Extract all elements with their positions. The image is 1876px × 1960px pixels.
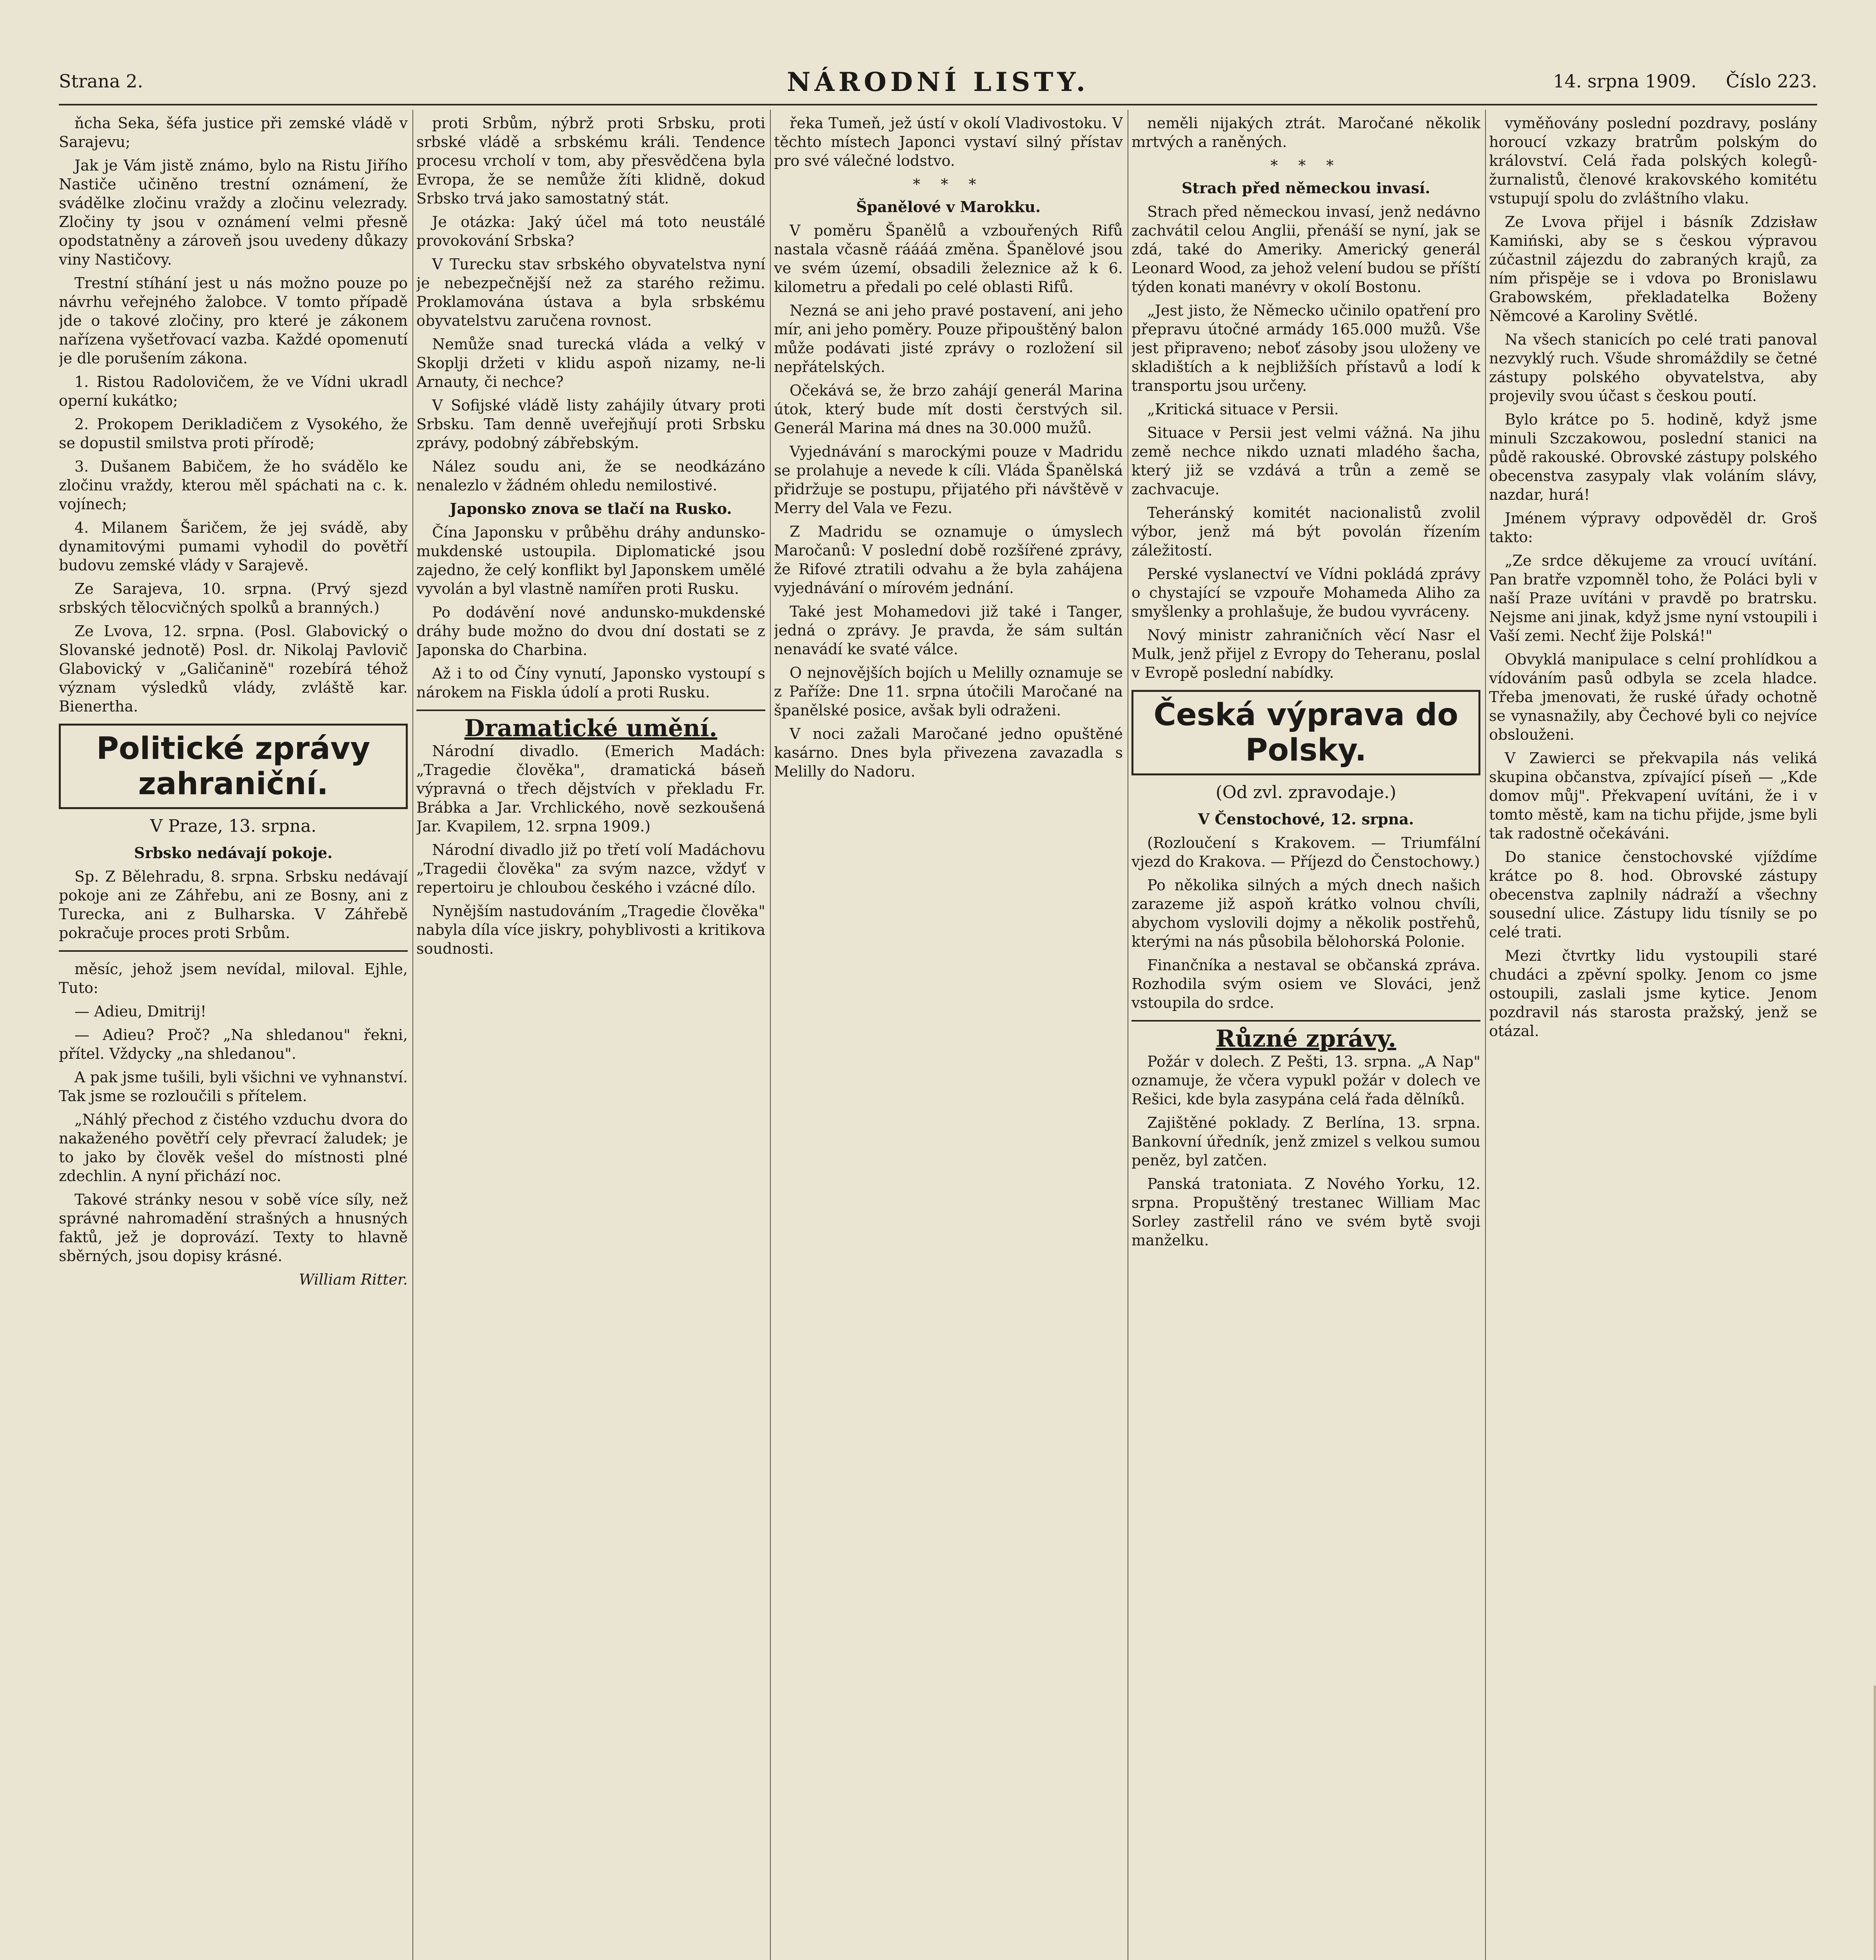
article-paragraph: Požár v dolech. Z Pešti, 13. srpna. „A Nap" oznamuje, že včera vypukl požár v dolech ve Rešici, kde byla zasypána celá řada dělníků. (1131, 1053, 1480, 1108)
article-paragraph: Trestní stíhání jest u nás možno pouze po návrhu veřejného žalobce. V tomto případě jde o takové zločiny, pro které je zákonem nařízena vyšetřovací vazba. Každé opomenutí je dle porušením zákona. (59, 274, 408, 367)
article-paragraph: Ze Sarajeva, 10. srpna. (Prvý sjezd srbských tělocvičných spolků a branných.) (59, 580, 408, 616)
article-paragraph: Z Madridu se oznamuje o úmyslech Maročanů: V poslední době rozšířené zprávy, že Rifové ztratili odvahu a že byla zahájena vyjednávání o mírovém jednání. (774, 523, 1123, 597)
article-paragraph: Sp. Z Bělehradu, 8. srpna. Srbsku nedávají pokoje ani ze Záhřebu, ani ze Bosny, ani z Turecka, ani z Bulharska. V Záhřebě pokračuje proces proti Srbům. (59, 868, 408, 942)
article-paragraph: Po dodávění nové andunsko-mukdenské dráhy bude možno do dvou dní dostati se z Japonska do Charbina. (416, 604, 765, 659)
article-paragraph: V Sofijské vládě listy zahájily útvary proti Srbsku. Tam denně uveřejňují proti Srbsku zprávy, podobný zábřebským. (416, 397, 765, 452)
article-heading: Strach před německou invasí. (1182, 179, 1430, 197)
page-edge-stain (1874, 1686, 1876, 1960)
article-paragraph: Národní divadlo. (Emerich Madách: „Tragedie člověka", dramatická báseň výpravná o třech dějstvích v překladu Fr. Brábka a Jar. Vrchlického, nově sezkoušená Jar. Kvapilem, 12. srpna 1909.) (416, 742, 765, 835)
column-1 (59, 114, 408, 1960)
issue-number: Číslo 223. (1726, 71, 1817, 92)
column-divider (1485, 110, 1486, 1960)
article-paragraph: Finančníka a nestaval se občanská zpráva. Rozhodila svým osiem ve Slováci, jenž vstoupila do srdce. (1131, 956, 1480, 1011)
masthead-rule (59, 104, 1817, 105)
article-paragraph: V poměru Španělů a vzbouřených Rifů nastala včasně ráááá změna. Španělové jsou ve svém území, obsadili železnice až k 6. kilometru a předali po celé oblasti Rifů. (774, 222, 1123, 296)
section-box-heading: Česká výprava do Polsky. (1131, 690, 1480, 775)
article-paragraph: Nezná se ani jeho pravé postavení, ani jeho mír, ani jeho poměry. Pouze připouštěný balon může podávati jisté zprávy o rozložení sil nepřátelských. (774, 302, 1123, 376)
article-heading: Španělové v Marokku. (856, 198, 1041, 216)
article-paragraph: V Turecku stav srbského obyvatelstva nyní je nebezpečnější než za starého režimu. Proklamována ústava a byla srbskému obyvatelstvu zaručena rovnost. (416, 256, 765, 329)
column-divider (770, 110, 771, 1960)
section-title: Dramatické umění. (464, 715, 717, 742)
article-paragraph: 1. Ristou Radolovičem, že ve Vídni ukradl operní kukátko; (59, 373, 408, 409)
article-paragraph: Nemůže snad turecká vláda a velký v Skoplji držeti v klidu aspoň nizamy, ne-li Arnauty, či nechce? (416, 336, 765, 390)
article-paragraph: Očekává se, že brzo zahájí generál Marina útok, který bude mít dosti čerstvých sil. Generál Marina má dnes na 30.000 mužů. (774, 382, 1123, 437)
article-paragraph: Perské vyslanectví ve Vídni pokládá zprávy o chystající se vzpouře Mohameda Aliho za smyšlenky a prohlašuje, že budou vyvráceny. (1131, 565, 1480, 620)
section-title: Různé zprávy. (1215, 1025, 1397, 1053)
article-paragraph: 4. Milanem Šaričem, že jej svádě, aby dynamitovými pumami vyhodil do povětří budovu zemské vlády v Sarajevě. (59, 519, 408, 574)
issue-info (1553, 71, 1817, 92)
article-paragraph: 3. Dušanem Babičem, že ho svádělo ke zločinu vraždy, kterou měl spáchati na c. k. vojínech; (59, 458, 408, 513)
article-paragraph: Čína Japonsku v průběhu dráhy andunsko-mukdenské ustoupila. Diplomatické jsou zajedno, že celý konflikt byl Japonskem umělé vyvolán a byl vlastně namířen proti Rusku. (416, 524, 765, 597)
article-paragraph: O nejnovějších bojích u Melilly oznamuje se z Paříže: Dne 11. srpna útočili Maročané na španělské posice, avšak byli odraženi. (774, 664, 1123, 719)
article-paragraph: Až i to od Číny vynutí, Japonsko vystoupí s nárokem na Fiskla údolí a proti Rusku. (416, 665, 765, 701)
column-5 (1489, 114, 1817, 1960)
article-paragraph: Takové stránky nesou v sobě více síly, než správné nahromadění strašných a hnusných faktů, jež je doprovází. Texty to hlavně sběrných, jsou dopisy krásné. (59, 1191, 408, 1265)
section-separator (1131, 1020, 1480, 1022)
article-paragraph: Na všech stanicích po celé trati panoval nezvyklý ruch. Všude shromáždily se četné zástupy polského obyvatelstva, aby projevily svou účast s českou poutí. (1489, 331, 1817, 405)
article-paragraph: Obvyklá manipulace s celní prohlídkou a vídováním pasů odbyla se zcela hladce. Třeba jmenovati, že ruské úřady ochotně se vynasnažily, aby Čechové byli co nejvíce obslouženi. (1489, 651, 1817, 743)
article-heading: Srbsko nedávají pokoje. (134, 844, 333, 862)
article-paragraph: „Náhlý přechod z čistého vzduchu dvora do nakaženého povětří cely převrací žaludek; je to jako by člověk vešel do místnosti plné zdechlin. A nyní přichází noc. (59, 1111, 408, 1185)
article-paragraph: — Adieu, Dmitrij! (74, 1003, 207, 1020)
section-stars: * * * (913, 176, 984, 193)
article-signature: William Ritter. (299, 1271, 408, 1288)
article-paragraph: V Zawierci se překvapila nás veliká skupina občanstva, zpívající píseň — „Kde domov můj". Překvapení uvítáni, že i v tomto městě, kam na tichu přijde, jsme byli tak radostně očekáváni. (1489, 750, 1817, 842)
article-paragraph: „Jest jisto, že Německo učinilo opatření pro přepravu útočné armády 165.000 mužů. Vše jest připraveno; neboť zásoby jsou uloženy ve skladištích a k nejbližších přístavů a lodí k transportu jsou určeny. (1131, 302, 1480, 394)
article-paragraph: V noci zažali Maročané jedno opuštěné kasárno. Dnes byla přivezena zavazadla s Melilly do Nadoru. (774, 725, 1123, 780)
section-box-heading: Politické zprávy zahraniční. (59, 724, 408, 809)
article-paragraph: Také jest Mohamedovi již také i Tanger, jedná o zprávy. Je pravda, že sám sultán nenavádí ke svaté válce. (774, 603, 1123, 658)
article-paragraph: Situace v Persii jest velmi vážná. Na jihu země nechce nikdo uznati mladého šacha, který již se vzdává a trůn a země se zachvacuje. (1131, 424, 1480, 498)
column-4 (1131, 114, 1480, 1960)
article-paragraph: „Ze srdce děkujeme za vroucí uvítání. Pan bratře vzpomněl toho, že Poláci byli v naší Praze uvítáni v pravdě po bratrsku. Nejsme ani jinak, když jsme nyní vstoupili i Vaší zemi. Nechť žije Polská!" (1489, 552, 1817, 644)
section-separator (59, 950, 408, 952)
article-paragraph: proti Srbům, nýbrž proti Srbsku, proti srbské vládě a srbskému králi. Tendence procesu vrcholí v tom, aby přesvědčena byla Evropa, že se nemůže žíti klidně, dokud Srbsko trvá jako samostatný stát. (416, 114, 765, 207)
article-paragraph: Do stanice čenstochovské vjíždíme krátce po 8. hod. Obrovské zástupy obecenstva zaplnily nádraží a všechny sousední ulice. Zástupy lidu tísnily se po celé trati. (1489, 848, 1817, 941)
article-paragraph: Mezi čtvrtky lidu vystoupili staré chudáci a zpěvní spolky. Jenom co jsme ostoupili, zaslali jsme kytice. Jenom pozdravil nás starosta pražský, jenž se otázal. (1489, 947, 1817, 1040)
issue-date: 14. srpna 1909. (1553, 71, 1697, 92)
article-paragraph: — Adieu? Proč? „Na shledanou" řekni, přítel. Vždycky „na shledanou". (59, 1026, 408, 1062)
article-paragraph: Panská tratoniata. Z Nového Yorku, 12. srpna. Propuštěný trestanec William Mac Sorley zastřelil ráno ve svém bytě svoji manželku. (1131, 1175, 1480, 1249)
section-stars: * * * (1270, 157, 1342, 174)
article-paragraph: Po několika silných a mých dnech našich zarazeme již aspoň krátko volnou chvíli, abychom vyslovili dojmy a několik postřehů, kterými na nás působila bělohorská Polonie. (1131, 877, 1480, 950)
article-paragraph: Národní divadlo již po třetí volí Madáchovu „Tragedii člověka" za svým nazce, vždyť v repertoiru je chloubou českého i vzácné dílo. (416, 841, 765, 896)
column-3 (774, 114, 1123, 1960)
article-paragraph: Nynějším nastudováním „Tragedie člověka" nabyla díla více jiskry, pohyblivosti a kritikova soudnosti. (416, 902, 765, 957)
article-paragraph: řeka Tumeň, jež ústí v okolí Vladivostoku. V těchto místech Japonci vystaví silný přístav pro své válečné lodstvo. (774, 114, 1123, 169)
article-paragraph: Zajištěné poklady. Z Berlína, 13. srpna. Bankovní úředník, jenž zmizel s velkou sumou peněz, byl zatčen. (1131, 1114, 1480, 1169)
masthead (59, 59, 1817, 102)
article-paragraph: A pak jsme tušili, byli všichni ve vyhnanství. Tak jsme se rozloučili s přítelem. (59, 1069, 408, 1105)
column-2 (416, 114, 765, 1960)
article-paragraph: Ze Lvova přijel i básník Zdzisław Kamiński, aby se s českou výpravou zúčastnil zájezdu do zabraných krajů, za ním přispěje se i vdova po Bronislawu Grabowském, překladatelka Boženy Němcové a Karoliny Světlé. (1489, 213, 1817, 325)
article-heading: V Čenstochové, 12. srpna. (1198, 810, 1414, 828)
article-paragraph: 2. Prokopem Derikladičem z Vysokého, že se dopustil smilstva proti přírodě; (59, 416, 408, 452)
column-divider (412, 110, 413, 1960)
article-paragraph: Jak je Vám jistě známo, bylo na Ristu Jiřího Nastiče učiněno trestní oznámení, že svádělke zločinu vraždy a zločinu velezrady. Zločiny ty jsou v oznámení velmi přesně opodstatněny a zároveň jsou uvedeny důkazy viny Nastičovy. (59, 157, 408, 268)
article-paragraph: Nález soudu ani, že se neodkázáno nenalezlo v žádném ohledu nemilostivé. (416, 458, 765, 494)
article-paragraph: měsíc, jehož jsem nevídal, miloval. Ejhle, Tuto: (59, 960, 408, 996)
page-number: Strana 2. (59, 71, 143, 92)
article-paragraph: Bylo krátce po 5. hodině, když jsme minuli Szczakowou, poslední stanici na půdě rakouské. Obrovské zástupy polského obecenstva zasypaly vlak voláním slávy, nazdar, hurá! (1489, 411, 1817, 503)
newspaper-title: NÁRODNÍ LISTY. (787, 67, 1089, 97)
section-separator (416, 710, 765, 711)
article-paragraph: neměli nijakých ztrát. Maročané několik mrtvých a raněných. (1131, 114, 1480, 151)
section-subheading: (Od zvl. zpravodaje.) (1215, 782, 1397, 802)
article-paragraph: (Rozloučení s Krakovem. — Triumfální vjezd do Krakova. — Příjezd do Čenstochowy.) (1131, 834, 1480, 870)
article-paragraph: Nový ministr zahraničních věcí Nasr el Mulk, jenž přijel z Evropy do Teheranu, poslal v Evropě poslední nabídky. (1131, 626, 1480, 681)
article-paragraph: Je otázka: Jaký účel má toto neustálé provokování Srbska? (416, 213, 765, 249)
section-subheading: V Praze, 13. srpna. (150, 816, 317, 836)
article-paragraph: Ze Lvova, 12. srpna. (Posl. Glabovický o Slovanské jednotě) Posl. dr. Nikolaj Pavlovič Glabovický v „Galičanině" rozebírá téhož význam výsledků vlády, zvláště kar. Bienertha. (59, 622, 408, 715)
article-paragraph: Teheránský komitét nacionalistů zvolil výbor, jenž má být povolán řízením záležitostí. (1131, 504, 1480, 559)
article-paragraph: Jménem výpravy odpověděl dr. Groš takto: (1489, 510, 1817, 546)
article-paragraph: Strach před německou invasí, jenž nedávno zachvátil celou Anglii, přenáší se nyní, jak se zdá, také do Ameriky. Americký generál Leonard Wood, za jehož velení budou se příští týden konati manévry v okolí Bostonu. (1131, 203, 1480, 296)
article-paragraph: Vyjednávání s marockými pouze v Madridu se prolahuje a nevede k cíli. Vláda Španělská přidržuje se postupu, přijatého při návštěvě v Merry del Vala ve Fezu. (774, 443, 1123, 517)
article-paragraph: „Kritická situace v Persii. (1147, 401, 1339, 418)
article-paragraph: vyměňovány poslední pozdravy, poslány horoucí vzkazy bratrům polským do království. Celá řada polských kolegů-žurnalistů, členové krakovského komitétu vstupují spolu do zvláštního vlaku. (1489, 114, 1817, 207)
article-heading: Japonsko znova se tlačí na Rusko. (450, 500, 732, 517)
article-paragraph: ňcha Seka, šéfa justice při zemské vládě v Sarajevu; (59, 114, 408, 151)
